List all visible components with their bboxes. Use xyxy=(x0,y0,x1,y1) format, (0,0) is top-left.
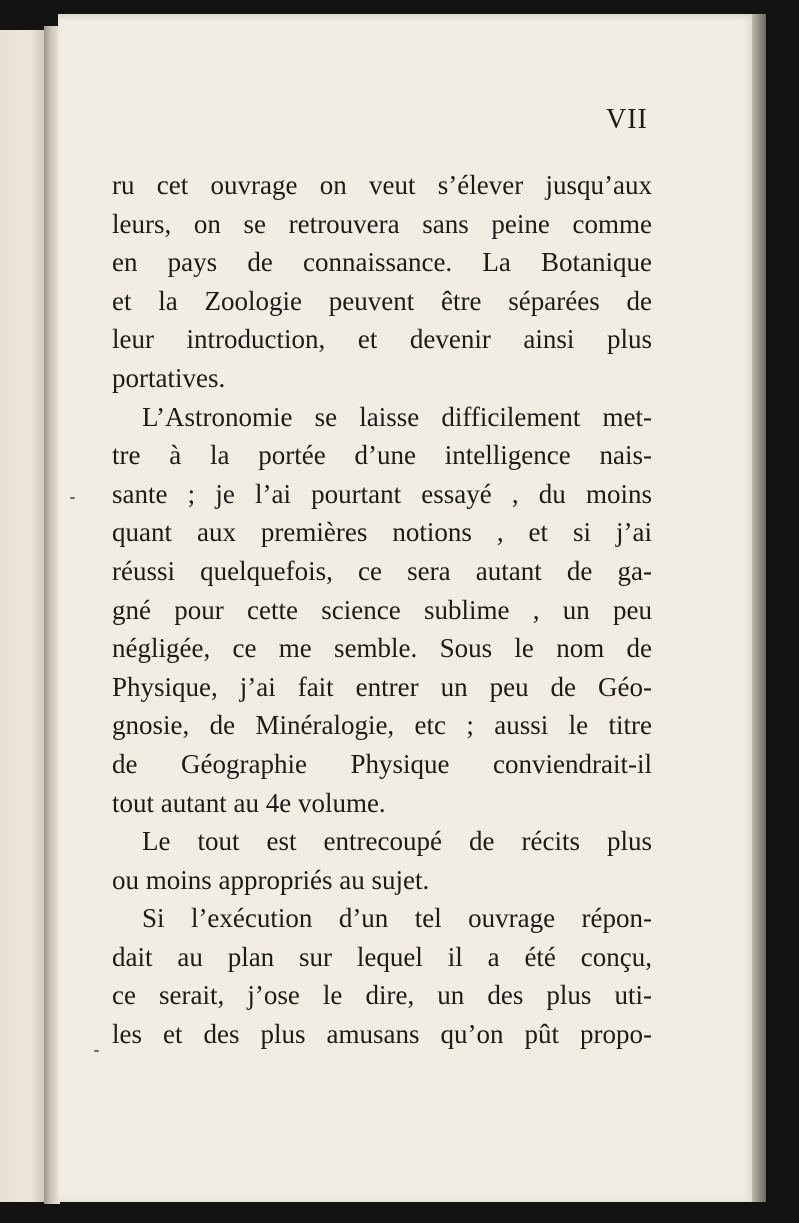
text-line: en pays de connaissance. La Botanique xyxy=(112,247,652,278)
text-line: quant aux premières notions , et si j’ai xyxy=(112,517,652,548)
text-line: Le tout est entrecoupé de récits plus xyxy=(142,826,652,857)
text-line: gnosie, de Minéralogie, etc ; aussi le titre xyxy=(112,710,652,741)
paper-speck xyxy=(70,497,75,499)
text-line: gné pour cette science sublime , un peu xyxy=(112,594,652,625)
text-line: Si l’exécution d’un tel ouvrage répon- xyxy=(142,903,652,934)
page-number: VII xyxy=(606,104,648,135)
previous-page-edge xyxy=(0,30,45,1202)
text-line: tout autant au 4e volume. xyxy=(112,787,386,818)
text-line: Physique, j’ai fait entrer un peu de Géo- xyxy=(112,671,652,702)
text-line: dait au plan sur lequel il a été conçu, xyxy=(112,941,652,972)
text-line: portatives. xyxy=(112,362,226,393)
page-right-edge xyxy=(752,14,766,1202)
body-text xyxy=(112,166,652,1054)
text-line: L’Astronomie se laisse difficilement met- xyxy=(142,401,652,432)
paper-speck xyxy=(94,1050,99,1052)
text-line: négligée, ce me semble. Sous le nom de xyxy=(112,633,652,664)
text-line: tre à la portée d’une intelligence nais- xyxy=(112,440,652,471)
text-line: réussi quelquefois, ce sera autant de ga- xyxy=(112,555,652,586)
text-line: ou moins appropriés au sujet. xyxy=(112,864,430,895)
text-line: et la Zoologie peuvent être séparées de xyxy=(112,285,652,316)
text-line: leurs, on se retrouvera sans peine comme xyxy=(112,208,652,239)
text-line: ce serait, j’ose le dire, un des plus uti- xyxy=(112,980,652,1011)
text-line: de Géographie Physique conviendrait-il xyxy=(112,748,652,779)
text-line: sante ; je l’ai pourtant essayé , du moins xyxy=(112,478,652,509)
text-line: leur introduction, et devenir ainsi plus xyxy=(112,324,652,355)
text-line: ru cet ouvrage on veut s’élever jusqu’aux xyxy=(112,170,652,200)
text-line: les et des plus amusans qu’on pût propo- xyxy=(112,1019,652,1050)
